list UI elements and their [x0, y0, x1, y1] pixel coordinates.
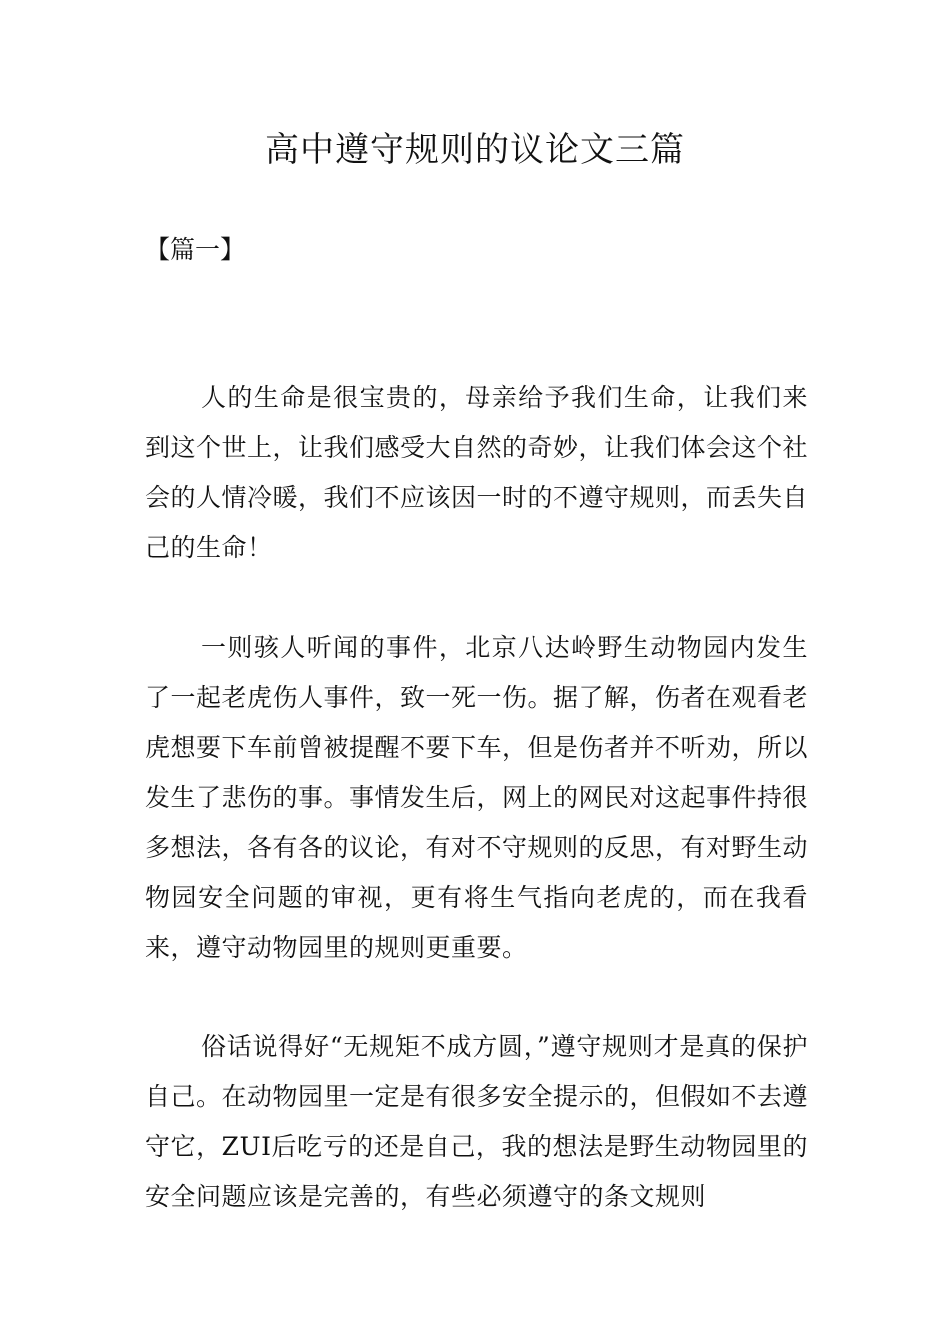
- paragraph-1: [145, 373, 808, 573]
- document-title: 高中遵守规则的议论文三篇: [265, 130, 685, 170]
- paragraph-text: 俗话说得好“无规矩不成方圆，”遵守规则才是真的保护自己。在动物园里一定是有很多安全提示的，但假如不去遵守它，ZUI后吃亏的还是自己，我的想法是野生动物园里的安全问题应该是完善的，有些必须遵守的条文规则: [145, 1032, 809, 1211]
- paragraph-2: [145, 623, 808, 973]
- paragraph-text: 人的生命是很宝贵的，母亲给予我们生命，让我们来到这个世上，让我们感受大自然的奇妙，让我们体会这个社会的人情冷暖，我们不应该因一时的不遵守规则，而丢失自己的生命！: [145, 383, 809, 562]
- paragraph-text: 一则骇人听闻的事件，北京八达岭野生动物园内发生了一起老虎伤人事件，致一死一伤。据了解，伤者在观看老虎想要下车前曾被提醒不要下车，但是伤者并不听劝，所以发生了悲伤的事。事情发生后，网上的网民对这起事件持很多想法，各有各的议论，有对不守规则的反思，有对野生动物园安全问题的审视，更有将生气指向老虎的，而在我看来，遵守动物园里的规则更重要。: [145, 633, 809, 962]
- section-label: 【篇一】: [145, 235, 246, 264]
- paragraph-3: [145, 1022, 808, 1222]
